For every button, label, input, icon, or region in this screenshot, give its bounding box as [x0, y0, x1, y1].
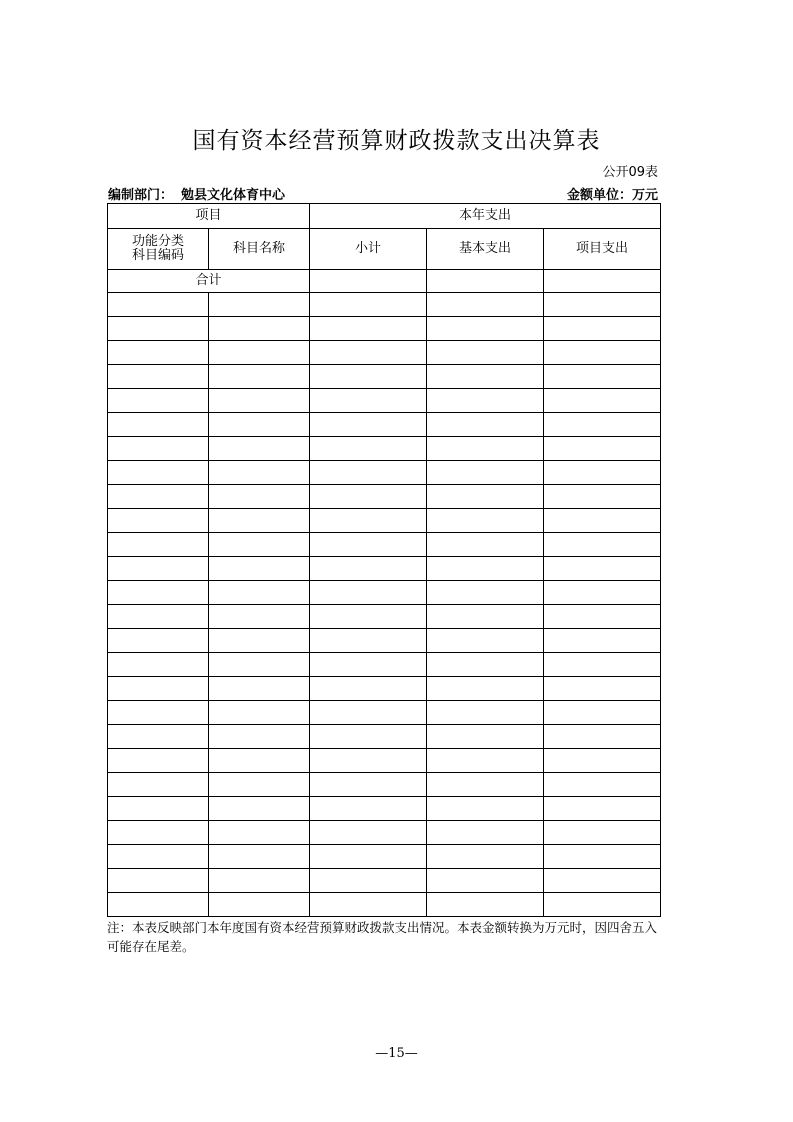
table-cell	[209, 797, 310, 821]
table-row	[108, 701, 661, 725]
table-cell	[544, 653, 661, 677]
table-row	[108, 605, 661, 629]
table-cell	[108, 485, 209, 509]
table-cell	[310, 317, 427, 341]
table-cell	[544, 701, 661, 725]
table-row	[108, 413, 661, 437]
table-row	[108, 773, 661, 797]
table-cell	[544, 773, 661, 797]
table-row	[108, 869, 661, 893]
table-cell	[427, 725, 544, 749]
header-function-code-line2: 科目编码	[131, 248, 184, 263]
table-row	[108, 533, 661, 557]
table-cell	[544, 365, 661, 389]
table-cell	[310, 653, 427, 677]
table-cell	[544, 389, 661, 413]
table-cell	[427, 773, 544, 797]
table-row	[108, 845, 661, 869]
header-current-year: 本年支出	[310, 204, 661, 229]
table-cell	[209, 701, 310, 725]
table-cell	[427, 389, 544, 413]
table-cell	[427, 509, 544, 533]
table-cell	[209, 893, 310, 917]
table-cell	[209, 533, 310, 557]
page-number: —15—	[375, 1046, 418, 1061]
table-cell	[544, 437, 661, 461]
table-cell	[310, 701, 427, 725]
table-cell	[427, 869, 544, 893]
table-cell	[209, 293, 310, 317]
table-cell	[310, 389, 427, 413]
table-row	[108, 437, 661, 461]
table-row	[108, 509, 661, 533]
table-cell	[427, 461, 544, 485]
table-cell	[108, 605, 209, 629]
table-cell	[427, 365, 544, 389]
amount-unit: 金额单位：万元	[566, 188, 658, 203]
table-cell	[544, 461, 661, 485]
table-row	[108, 365, 661, 389]
table-cell	[544, 509, 661, 533]
table-cell	[209, 365, 310, 389]
table-cell	[544, 677, 661, 701]
table-cell	[209, 509, 310, 533]
table-cell	[108, 437, 209, 461]
table-cell	[108, 557, 209, 581]
table-cell	[427, 893, 544, 917]
table-row	[108, 629, 661, 653]
table-row	[108, 749, 661, 773]
table-row	[108, 341, 661, 365]
table-cell	[108, 365, 209, 389]
table-cell	[310, 677, 427, 701]
table-row	[108, 485, 661, 509]
table-cell	[427, 317, 544, 341]
table-cell	[427, 533, 544, 557]
table-cell	[544, 581, 661, 605]
table-row	[108, 293, 661, 317]
total-subtotal-cell	[310, 270, 427, 293]
table-cell	[209, 845, 310, 869]
table-cell	[310, 413, 427, 437]
table-cell	[108, 653, 209, 677]
table-cell	[310, 293, 427, 317]
table-cell	[108, 821, 209, 845]
table-row	[108, 797, 661, 821]
total-basic-cell	[427, 270, 544, 293]
form-number: 公开09表	[602, 165, 658, 180]
table-cell	[209, 749, 310, 773]
total-label: 合计	[108, 270, 310, 293]
table-cell	[108, 725, 209, 749]
table-cell	[209, 389, 310, 413]
table-cell	[209, 461, 310, 485]
table-cell	[310, 893, 427, 917]
table-cell	[108, 413, 209, 437]
table-cell	[427, 485, 544, 509]
table-cell	[108, 677, 209, 701]
table-cell	[108, 581, 209, 605]
table-cell	[310, 461, 427, 485]
table-cell	[108, 893, 209, 917]
table-cell	[544, 341, 661, 365]
table-cell	[544, 605, 661, 629]
expenditure-table	[107, 203, 661, 917]
table-cell	[209, 437, 310, 461]
header-project: 项目	[108, 204, 310, 229]
department-info	[108, 184, 285, 203]
table-cell	[108, 773, 209, 797]
document-title: 国有资本经营预算财政拨款支出决算表	[192, 128, 601, 154]
table-cell	[209, 677, 310, 701]
table-cell	[310, 557, 427, 581]
table-cell	[310, 773, 427, 797]
table-cell	[209, 317, 310, 341]
header-subject-name: 科目名称	[209, 229, 310, 270]
table-cell	[427, 677, 544, 701]
table-cell	[310, 821, 427, 845]
header-function-code	[108, 229, 209, 270]
table-cell	[108, 389, 209, 413]
table-row	[108, 389, 661, 413]
table-cell	[209, 725, 310, 749]
table-cell	[209, 581, 310, 605]
table-cell	[310, 485, 427, 509]
table-cell	[427, 749, 544, 773]
table-cell	[209, 557, 310, 581]
header-project-expenditure: 项目支出	[544, 229, 661, 270]
table-cell	[209, 485, 310, 509]
table-cell	[108, 341, 209, 365]
table-cell	[108, 461, 209, 485]
table-row	[108, 557, 661, 581]
table-cell	[209, 821, 310, 845]
table-cell	[544, 845, 661, 869]
table-cell	[427, 557, 544, 581]
total-row	[108, 270, 661, 293]
table-cell	[209, 341, 310, 365]
table-cell	[209, 605, 310, 629]
table-cell	[544, 485, 661, 509]
table-cell	[427, 581, 544, 605]
table-cell	[427, 341, 544, 365]
table-row	[108, 581, 661, 605]
table-cell	[544, 749, 661, 773]
table-cell	[310, 605, 427, 629]
department-label: 编制部门：	[108, 188, 174, 203]
table-cell	[427, 413, 544, 437]
table-cell	[427, 845, 544, 869]
table-cell	[544, 797, 661, 821]
footnote: 注：本表反映部门本年度国有资本经营预算财政拨款支出情况。本表金额转换为万元时，因四舍五入可能存在尾差。	[107, 920, 658, 954]
table-cell	[108, 293, 209, 317]
table-cell	[544, 893, 661, 917]
table-cell	[108, 845, 209, 869]
table-row	[108, 821, 661, 845]
table-cell	[310, 437, 427, 461]
table-cell	[209, 653, 310, 677]
table-cell	[108, 869, 209, 893]
header-function-code-line1: 功能分类	[131, 234, 184, 249]
table-cell	[544, 293, 661, 317]
table-cell	[544, 533, 661, 557]
table-cell	[427, 701, 544, 725]
table-cell	[544, 821, 661, 845]
header-subtotal: 小计	[310, 229, 427, 270]
table-cell	[209, 773, 310, 797]
table-cell	[310, 629, 427, 653]
table-cell	[427, 653, 544, 677]
table-cell	[108, 509, 209, 533]
table-cell	[544, 557, 661, 581]
table-cell	[310, 533, 427, 557]
department-value: 勉县文化体育中心	[181, 188, 286, 203]
table-cell	[108, 317, 209, 341]
header-row-1	[108, 204, 661, 229]
table-row	[108, 461, 661, 485]
table-cell	[209, 413, 310, 437]
table-cell	[310, 845, 427, 869]
table-cell	[310, 725, 427, 749]
table-cell	[427, 437, 544, 461]
table-cell	[310, 869, 427, 893]
table-cell	[544, 725, 661, 749]
table-row	[108, 653, 661, 677]
table-cell	[427, 629, 544, 653]
table-cell	[310, 581, 427, 605]
table-cell	[427, 605, 544, 629]
header-basic-expenditure: 基本支出	[427, 229, 544, 270]
table-cell	[544, 869, 661, 893]
table-row	[108, 893, 661, 917]
table-cell	[108, 701, 209, 725]
table-cell	[310, 749, 427, 773]
table-cell	[310, 365, 427, 389]
table-cell	[108, 749, 209, 773]
table-cell	[310, 509, 427, 533]
table-cell	[310, 341, 427, 365]
table-cell	[544, 317, 661, 341]
table-row	[108, 677, 661, 701]
table-cell	[427, 293, 544, 317]
table-cell	[209, 629, 310, 653]
table-row	[108, 317, 661, 341]
total-project-cell	[544, 270, 661, 293]
table-cell	[427, 797, 544, 821]
header-row-2	[108, 229, 661, 270]
table-cell	[108, 629, 209, 653]
table-cell	[310, 797, 427, 821]
table-row	[108, 725, 661, 749]
table-cell	[427, 821, 544, 845]
table-cell	[108, 533, 209, 557]
table-cell	[544, 413, 661, 437]
table-cell	[544, 629, 661, 653]
table-cell	[108, 797, 209, 821]
table-cell	[209, 869, 310, 893]
